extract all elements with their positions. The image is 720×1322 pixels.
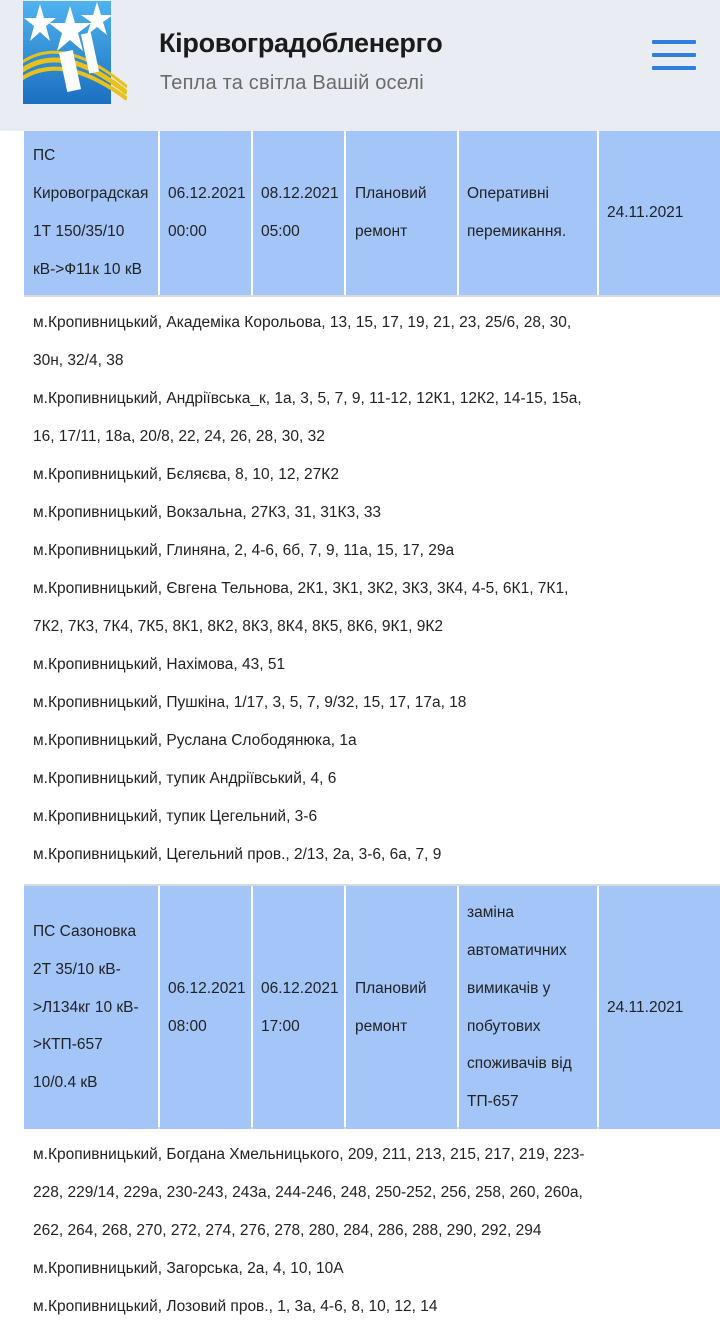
address-line: м.Кропивницький, Бєляєва, 8, 10, 12, 27К2 — [33, 466, 339, 483]
published-cell: 24.11.2021 — [599, 886, 720, 1129]
address-line: м.Кропивницький, Нахімова, 43, 51 — [33, 656, 286, 673]
address-line: м.Кропивницький, Богдана Хмельницького, 209, 211, 213, 215, 217, 219, 223- 228, 229/14, 229а, 230-243, 243а, 244-246, 248, 250-252, 256, 258, 260, 260а, 262, 264, 268, 270, 272, 274, 276, 278, 280, 284, 286, 288, 290, 292, 294 — [33, 1146, 585, 1239]
reason-cell: заміна автоматичних вимикачів у побутових споживачів від ТП-657 — [459, 886, 597, 1129]
site-title[interactable]: Кіровоградобленерго — [159, 28, 443, 58]
end-cell: 06.12.2021 17:00 — [253, 886, 344, 1129]
outage-list — [24, 131, 720, 1322]
stars-logo-icon[interactable] — [23, 1, 127, 104]
address-line: м.Кропивницький, Загорська, 2а, 4, 10, 10А — [33, 1260, 344, 1277]
outage-row — [24, 884, 720, 1129]
start-cell: 06.12.2021 08:00 — [160, 886, 251, 1129]
type-cell: Плановий ремонт — [346, 886, 457, 1129]
start-cell: 06.12.2021 00:00 — [160, 131, 251, 295]
address-line: м.Кропивницький, Академіка Корольова, 13, 15, 17, 19, 21, 23, 25/6, 28, 30, 30н, 32/4, 38 — [33, 314, 572, 369]
substation-cell: ПС Кировоградская 1Т 150/35/10 кВ->Ф11к 10 кВ — [24, 131, 158, 295]
hamburger-menu-icon[interactable] — [652, 40, 697, 72]
substation-cell: ПС Сазоновка 2Т 35/10 кВ- >Л134кг 10 кВ- >КТП-657 10/0.4 кВ — [24, 886, 158, 1129]
outage-row — [24, 131, 720, 297]
published-cell: 24.11.2021 — [599, 131, 720, 295]
address-line: м.Кропивницький, тупик Цегельний, 3-6 — [33, 808, 318, 825]
address-line: м.Кропивницький, Вокзальна, 27К3, 31, 31К3, 33 — [33, 504, 382, 521]
address-list — [24, 297, 720, 884]
end-cell: 08.12.2021 05:00 — [253, 131, 344, 295]
address-list — [24, 1129, 720, 1322]
address-line: м.Кропивницький, Пушкіна, 1/17, 3, 5, 7, 9/32, 15, 17, 17а, 18 — [33, 694, 467, 711]
type-cell: Плановий ремонт — [346, 131, 457, 295]
address-line: м.Кропивницький, Андріївська_к, 1а, 3, 5, 7, 9, 11-12, 12К1, 12К2, 14-15, 15а, 16, 17/11, 18а, 20/8, 22, 24, 26, 28, 30, 32 — [33, 390, 582, 445]
address-line: м.Кропивницький, Руслана Слободянюка, 1а — [33, 732, 357, 749]
address-line: м.Кропивницький, Євгена Тельнова, 2К1, 3К1, 3К2, 3К3, 3К4, 4-5, 6К1, 7К1, 7К2, 7К3, 7К4, 7К5, 8К1, 8К2, 8К3, 8К4, 8К5, 8К6, 9К1, 9К2 — [33, 580, 569, 635]
reason-cell: Оперативні перемикання. — [459, 131, 597, 295]
address-line: м.Кропивницький, тупик Андріївський, 4, 6 — [33, 770, 337, 787]
address-line: м.Кропивницький, Лозовий пров., 1, 3а, 4-6, 8, 10, 12, 14 — [33, 1298, 438, 1315]
address-line: м.Кропивницький, Цегельний пров., 2/13, 2а, 3-6, 6а, 7, 9 — [33, 846, 442, 863]
site-header — [0, 0, 720, 131]
address-line: м.Кропивницький, Глиняна, 2, 4-6, 6б, 7, 9, 11а, 15, 17, 29а — [33, 542, 455, 559]
site-subtitle: Тепла та світла Вашій оселі — [160, 72, 424, 94]
